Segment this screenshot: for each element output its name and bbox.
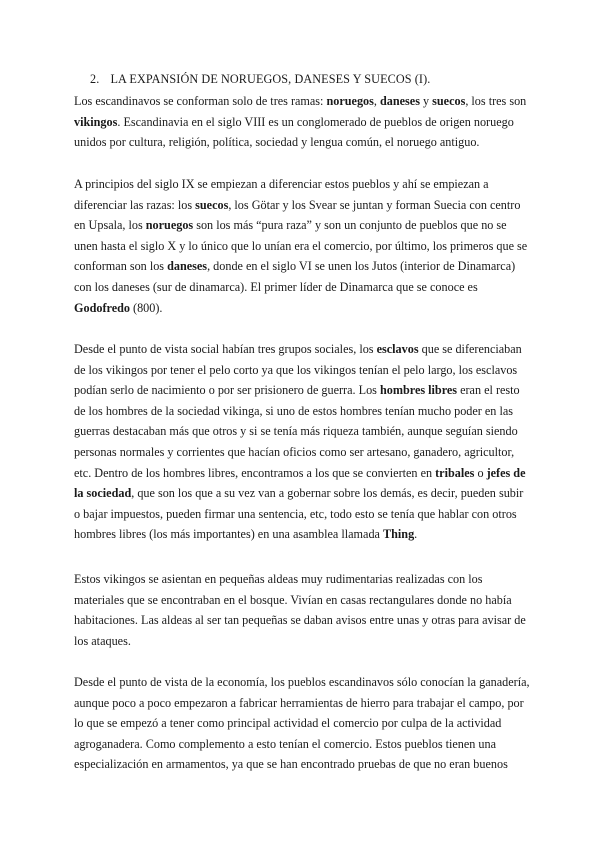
text-run: , los tres son — [465, 94, 527, 108]
text-line — [74, 339, 529, 360]
text-run: habitaciones. Las aldeas al ser tan pequeñas se daban avisos entre unas y otras para avisar de — [74, 613, 526, 628]
text-line — [74, 504, 529, 525]
bold-term: noruegos — [145, 218, 194, 233]
text-line — [74, 215, 529, 236]
text-line — [74, 693, 529, 714]
text-line — [74, 112, 529, 133]
text-run: en Upsala, los — [74, 218, 146, 233]
paragraph-2 — [74, 174, 529, 318]
text-run: A principios del siglo IX se empiezan a diferenciar estos pueblos y ahí se empiezan a — [74, 177, 489, 191]
text-line — [74, 442, 529, 463]
bold-term: suecos — [432, 94, 466, 108]
text-run: lo que se empezó a tener como principal actividad el comercio por culpa de la actividad — [74, 716, 502, 731]
paragraph-3 — [74, 339, 529, 545]
bold-term: daneses — [379, 94, 420, 108]
text-line — [74, 713, 529, 734]
text-line — [74, 672, 529, 693]
bold-term: suecos — [195, 197, 229, 212]
text-run: guerras destacaban más que otros y si se tenía más riqueza también, aunque seguían siendo — [74, 424, 518, 439]
bold-term: la sociedad — [74, 486, 132, 501]
text-line — [74, 360, 529, 381]
bold-term: vikingos — [74, 114, 118, 129]
text-run: eran el resto — [457, 383, 520, 398]
bold-term: Thing — [383, 527, 415, 542]
text-run: personas normales y corrientes que hacían oficios como ser artesano, ganadero, agricultor, — [74, 444, 515, 459]
bold-term: esclavos — [376, 342, 419, 356]
text-line — [74, 195, 529, 216]
text-line — [74, 754, 529, 775]
text-line — [74, 401, 529, 422]
text-line — [74, 569, 529, 590]
bold-term: hombres libres — [379, 383, 458, 398]
text-line — [74, 91, 529, 112]
text-line — [74, 380, 529, 401]
section-heading — [90, 72, 430, 87]
text-run: etc. Dentro de los hombres libres, encontramos a los que se convierten en — [74, 465, 436, 480]
text-run: y — [419, 94, 433, 108]
text-line — [74, 631, 529, 652]
text-line — [74, 590, 529, 611]
text-run: son los más “pura raza” y son un conjunto de pueblos que no se — [193, 218, 507, 233]
text-run: , que son los que a su vez van a gobernar sobre los demás, es decir, pueden subir — [131, 486, 524, 501]
section-number: 2. — [90, 72, 100, 86]
text-line — [74, 298, 529, 319]
text-run: aunque poco a poco empezaron a fabricar herramientas de hierro para trabajar el campo, por — [74, 695, 524, 710]
text-run: unen hasta el siglo X y lo único que lo unían era el comercio, por último, los primeros que se — [74, 238, 528, 253]
text-line — [74, 132, 529, 153]
text-run: con los daneses (sur de dinamarca). El primer líder de Dinamarca que se conoce es — [74, 279, 478, 294]
text-run: . Escandinavia en el siglo VIII es un conglomerado de pueblos de origen noruego — [117, 114, 514, 129]
text-run: diferenciar las razas: los — [74, 197, 196, 212]
bold-term: jefes de — [486, 465, 526, 480]
text-run: , — [373, 94, 380, 108]
text-run: podían serlo de nacimiento o por ser prisionero de guerra. Los — [74, 383, 380, 398]
text-run: Desde el punto de vista de la economía, los pueblos escandinavos sólo conocían la ganadería, — [74, 675, 530, 689]
section-title: LA EXPANSIÓN DE NORUEGOS, DANESES Y SUECOS (I). — [110, 72, 431, 86]
text-run: o bajar impuestos, pueden firmar una sentencia, etc, todo esto se tenía que hablar con otros — [74, 506, 517, 521]
text-run: hombres libres (los más importantes) en una asamblea llamada — [74, 527, 383, 542]
paragraph-1 — [74, 91, 529, 153]
text-line — [74, 610, 529, 631]
text-run: (800). — [129, 300, 163, 315]
text-run: de los hombres de la sociedad vikinga, si uno de estos hombres tenían mucho poder en las — [74, 403, 513, 418]
text-line — [74, 483, 529, 504]
text-line — [74, 524, 529, 545]
text-run: Desde el punto de vista social habían tres grupos sociales, los — [74, 342, 377, 356]
text-run: que se diferenciaban — [418, 342, 522, 356]
text-run: de los vikingos por tener el pelo corto ya que los vikingos tenían el pelo largo, los esclavos — [74, 362, 518, 377]
text-line — [74, 236, 529, 257]
text-run: unidos por cultura, religión, política, sociedad y lengua común, el noruego antiguo. — [74, 135, 480, 150]
text-run: , donde en el siglo VI se unen los Jutos (interior de Dinamarca) — [207, 259, 516, 274]
text-line — [74, 256, 529, 277]
bold-term: noruegos — [326, 94, 374, 108]
paragraph-4 — [74, 569, 529, 651]
bold-term: daneses — [167, 259, 208, 274]
text-line — [74, 421, 529, 442]
text-run: Los escandinavos se conforman solo de tres ramas: — [74, 94, 327, 108]
text-run: agroganadera. Como complemento a esto tenían el comercio. Estos pueblos tienen una — [74, 736, 497, 751]
paragraph-5 — [74, 672, 529, 775]
text-line — [74, 463, 529, 484]
text-run: materiales que se encontraban en el bosque. Vivían en casas rectangulares donde no había — [74, 592, 512, 607]
text-run: especialización en armamentos, ya que se han encontrado pruebas de que no eran buenos — [74, 757, 508, 772]
text-run: conforman son los — [74, 259, 168, 274]
text-line — [74, 734, 529, 755]
text-run: , los Götar y los Svear se juntan y forman Suecia con centro — [228, 197, 521, 212]
text-line — [74, 277, 529, 298]
text-line — [74, 174, 529, 195]
text-run: o — [474, 465, 487, 480]
text-run: Estos vikingos se asientan en pequeñas aldeas muy rudimentarias realizadas con los — [74, 572, 483, 586]
bold-term: tribales — [435, 465, 475, 480]
bold-term: Godofredo — [74, 300, 130, 315]
text-run: . — [414, 527, 418, 542]
text-run: los ataques. — [74, 633, 131, 648]
